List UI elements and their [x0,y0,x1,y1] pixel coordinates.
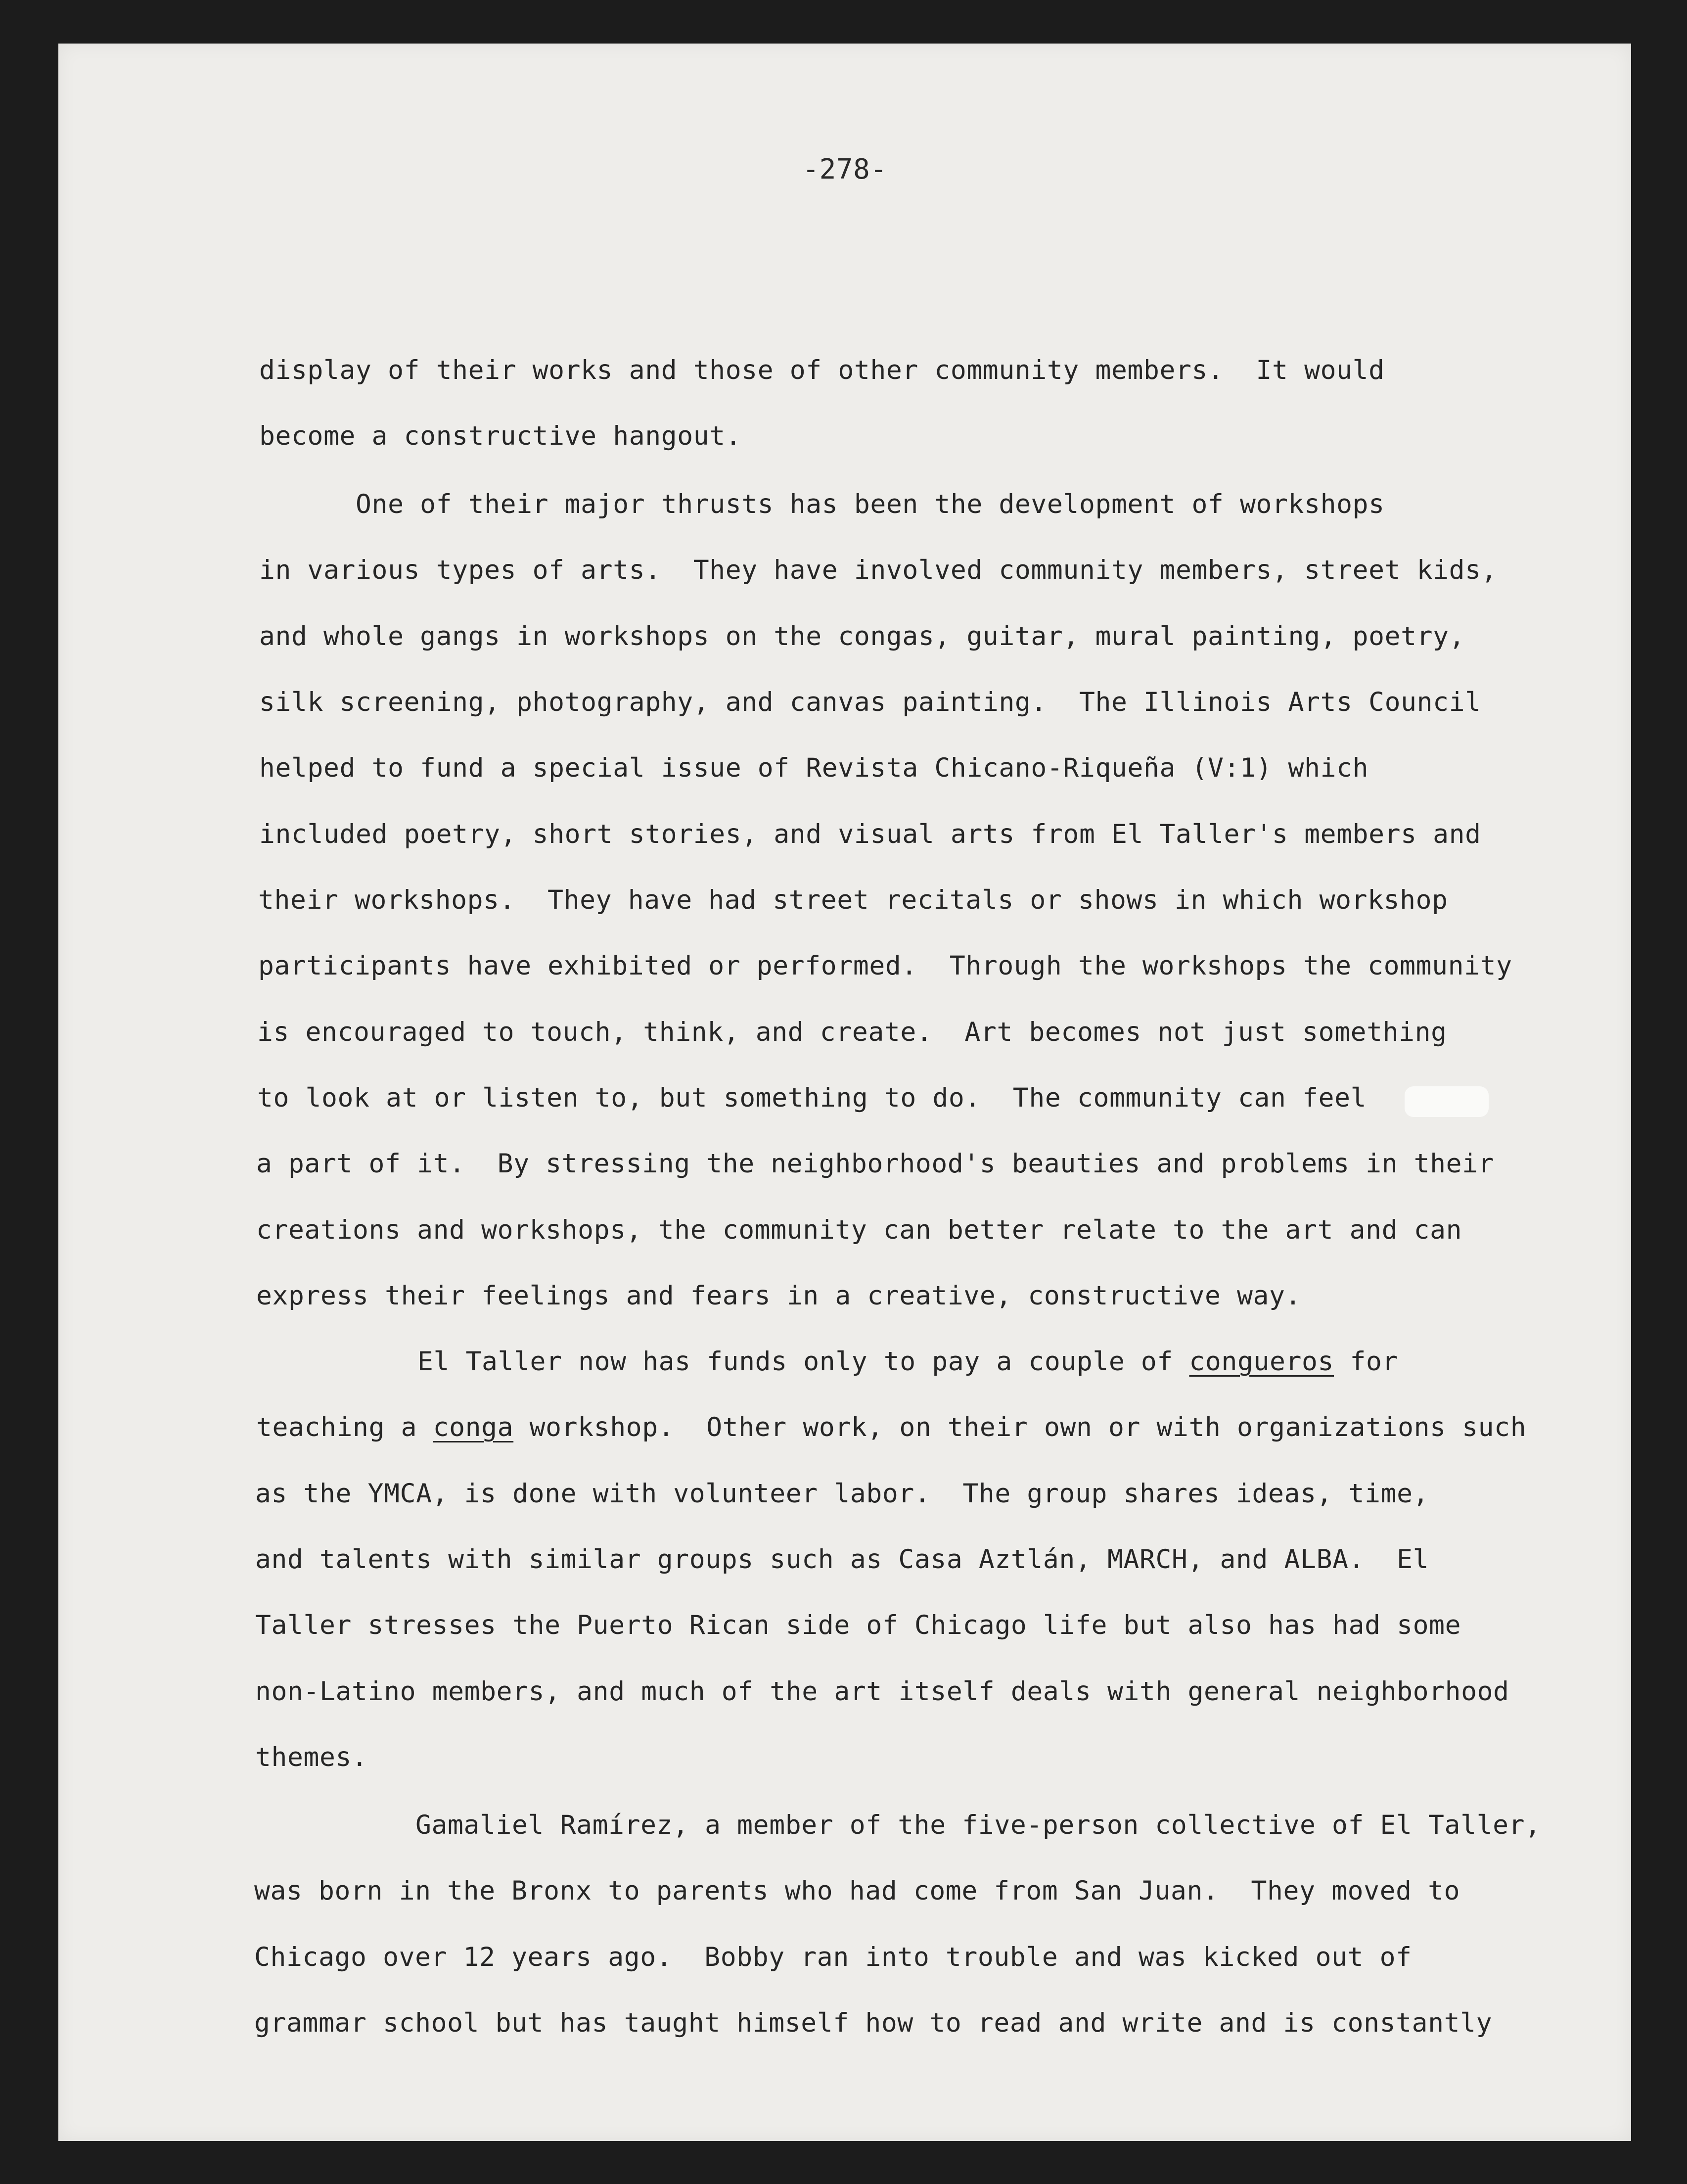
text-line-16 [417,1348,1398,1375]
text-segment: teaching a [256,1412,433,1442]
text-line-9: their workshops. They have had street recitals or shows in which workshop [258,885,1448,915]
text-line-24: was born in the Bronx to parents who had come from San Juan. They moved to [254,1876,1460,1906]
text-line-19: and talents with similar groups such as Casa Aztlán, MARCH, and ALBA. El [255,1544,1429,1575]
text-line-11: is encouraged to touch, think, and create. Art becomes not just something [257,1017,1447,1047]
underlined-word-congueros: congueros [1189,1347,1334,1377]
text-line-4: in various types of arts. They have involved community members, street kids, [259,555,1498,585]
text-line-8: included poetry, short stories, and visual arts from El Taller's members and [259,819,1481,849]
text-line-17 [256,1414,1526,1441]
text-line-20: Taller stresses the Puerto Rican side of Chicago life but also has had some [255,1610,1461,1640]
text-segment: El Taller now has funds only to pay a couple of [417,1347,1189,1377]
text-line-13: a part of it. By stressing the neighborhood's beauties and problems in their [256,1149,1495,1179]
text-line-3: One of their major thrusts has been the development of workshops [259,489,1385,519]
correction-fluid-mark [1405,1086,1489,1117]
text-line-10: participants have exhibited or performed. Through the workshops the community [258,951,1512,981]
text-line-14: creations and workshops, the community can better relate to the art and can [256,1215,1462,1245]
text-line-21: non-Latino members, and much of the art itself deals with general neighborhood [255,1676,1509,1707]
text-line-18: as the YMCA, is done with volunteer labor. The group shares ideas, time, [255,1479,1429,1509]
text-line-1: display of their works and those of other community members. It would [259,355,1385,385]
text-line-25: Chicago over 12 years ago. Bobby ran into trouble and was kicked out of [254,1942,1412,1972]
text-line-23: Gamaliel Ramírez, a member of the five-person collective of El Taller, [415,1810,1541,1840]
text-segment: for [1334,1347,1399,1377]
text-segment: workshop. Other work, on their own or with organizations such [513,1412,1527,1442]
text-line-15: express their feelings and fears in a creative, constructive way. [256,1281,1302,1311]
text-line-5: and whole gangs in workshops on the congas, guitar, mural painting, poetry, [259,621,1465,651]
page-number: -278- [802,153,887,186]
text-line-6: silk screening, photography, and canvas painting. The Illinois Arts Council [259,687,1481,717]
document-page [58,44,1631,2141]
text-line-2: become a constructive hangout. [259,421,742,451]
text-line-12: to look at or listen to, but something to do. The community can feel [257,1083,1367,1113]
underlined-word-conga: conga [433,1412,514,1442]
text-line-26: grammar school but has taught himself how to read and write and is constantly [254,2008,1493,2038]
text-line-22: themes. [255,1742,368,1772]
text-line-7: helped to fund a special issue of Revista Chicano-Riqueña (V:1) which [259,753,1369,783]
